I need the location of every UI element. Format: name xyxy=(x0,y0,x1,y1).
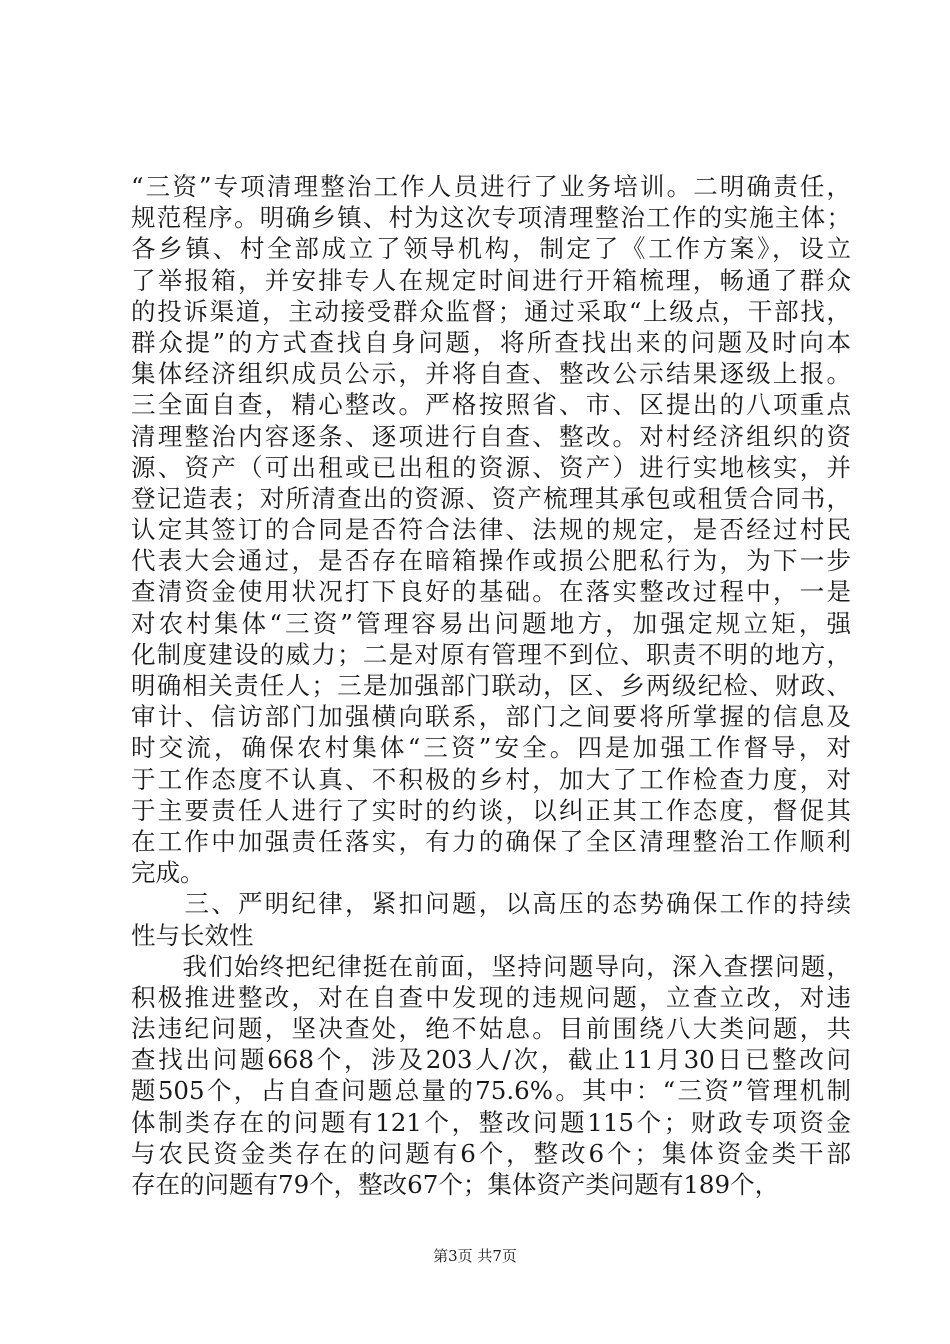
document-body xyxy=(131,171,851,1200)
text-line: 规范程序。明确乡镇、村为这次专项清理整治工作的实施主体； xyxy=(131,203,851,233)
text-line: 三全面自查，精心整改。严格按照省、市、区提出的八项重点 xyxy=(131,390,851,420)
page-footer: 第3页 共7页 xyxy=(433,1247,517,1265)
text-line: 于主要责任人进行了实时的约谈，以纠正其工作态度，督促其 xyxy=(131,795,851,825)
text-line: 在工作中加强责任落实，有力的确保了全区清理整治工作顺利 xyxy=(131,826,851,856)
text-line: 查找出问题668个，涉及203人/次，截止11月30日已整改问 xyxy=(131,1045,851,1075)
text-line: 题505个，占自查问题总量的75.6%。其中：“三资”管理机制 xyxy=(131,1076,851,1106)
text-line: 审计、信访部门加强横向联系，部门之间要将所掌握的信息及 xyxy=(131,702,851,732)
text-line: 时交流，确保农村集体“三资”安全。四是加强工作督导，对 xyxy=(131,733,851,763)
text-line: 群众提”的方式查找自身问题，将所查找出来的问题及时向本 xyxy=(131,327,851,357)
text-line: 三、严明纪律，紧扣问题，以高压的态势确保工作的持续 xyxy=(131,889,851,919)
text-line: 存在的问题有79个，整改67个；集体资产类问题有189个， xyxy=(131,1170,780,1199)
text-line: 性与长效性 xyxy=(131,920,254,950)
text-line: 查清资金使用状况打下良好的基础。在落实整改过程中，一是 xyxy=(131,577,851,607)
text-line: 集体经济组织成员公示，并将自查、整改公示结果逐级上报。 xyxy=(131,359,851,389)
text-line: 代表大会通过，是否存在暗箱操作或损公肥私行为，为下一步 xyxy=(131,546,851,576)
text-line: 对农村集体“三资”管理容易出问题地方，加强定规立矩，强 xyxy=(131,608,851,638)
text-line: 化制度建设的威力；二是对原有管理不到位、职责不明的地方， xyxy=(131,639,851,669)
text-line: “三资”专项清理整治工作人员进行了业务培训。二明确责任， xyxy=(131,172,851,201)
text-line: 源、资产（可出租或已出租的资源、资产）进行实地核实，并 xyxy=(131,452,851,482)
text-line: 明确相关责任人；三是加强部门联动，区、乡两级纪检、财政、 xyxy=(131,671,851,700)
text-line: 认定其签订的合同是否符合法律、法规的规定，是否经过村民 xyxy=(131,515,851,545)
text-line: 于工作态度不认真、不积极的乡村，加大了工作检查力度，对 xyxy=(131,764,851,794)
text-line: 的投诉渠道，主动接受群众监督；通过采取“上级点，干部找， xyxy=(131,296,851,326)
text-line: 法违纪问题，坚决查处，绝不姑息。目前围绕八大类问题，共 xyxy=(131,1014,851,1044)
text-line: 登记造表；对所清查出的资源、资产梳理其承包或租赁合同书， xyxy=(131,483,851,513)
text-line: 体制类存在的问题有121个，整改问题115个；财政专项资金 xyxy=(131,1107,851,1137)
text-line: 清理整治内容逐条、逐项进行自查、整改。对村经济组织的资 xyxy=(131,421,851,451)
text-line: 积极推进整改，对在自查中发现的违规问题，立查立改，对违 xyxy=(131,982,851,1012)
text-line: 完成。 xyxy=(131,858,205,888)
text-line: 我们始终把纪律挺在前面，坚持问题导向，深入查摆问题， xyxy=(131,951,851,981)
text-line: 与农民资金类存在的问题有6个，整改6个；集体资金类干部 xyxy=(131,1138,851,1168)
text-line: 了举报箱，并安排专人在规定时间进行开箱梳理，畅通了群众 xyxy=(131,265,851,295)
text-line: 各乡镇、村全部成立了领导机构，制定了《工作方案》，设立 xyxy=(131,234,851,264)
